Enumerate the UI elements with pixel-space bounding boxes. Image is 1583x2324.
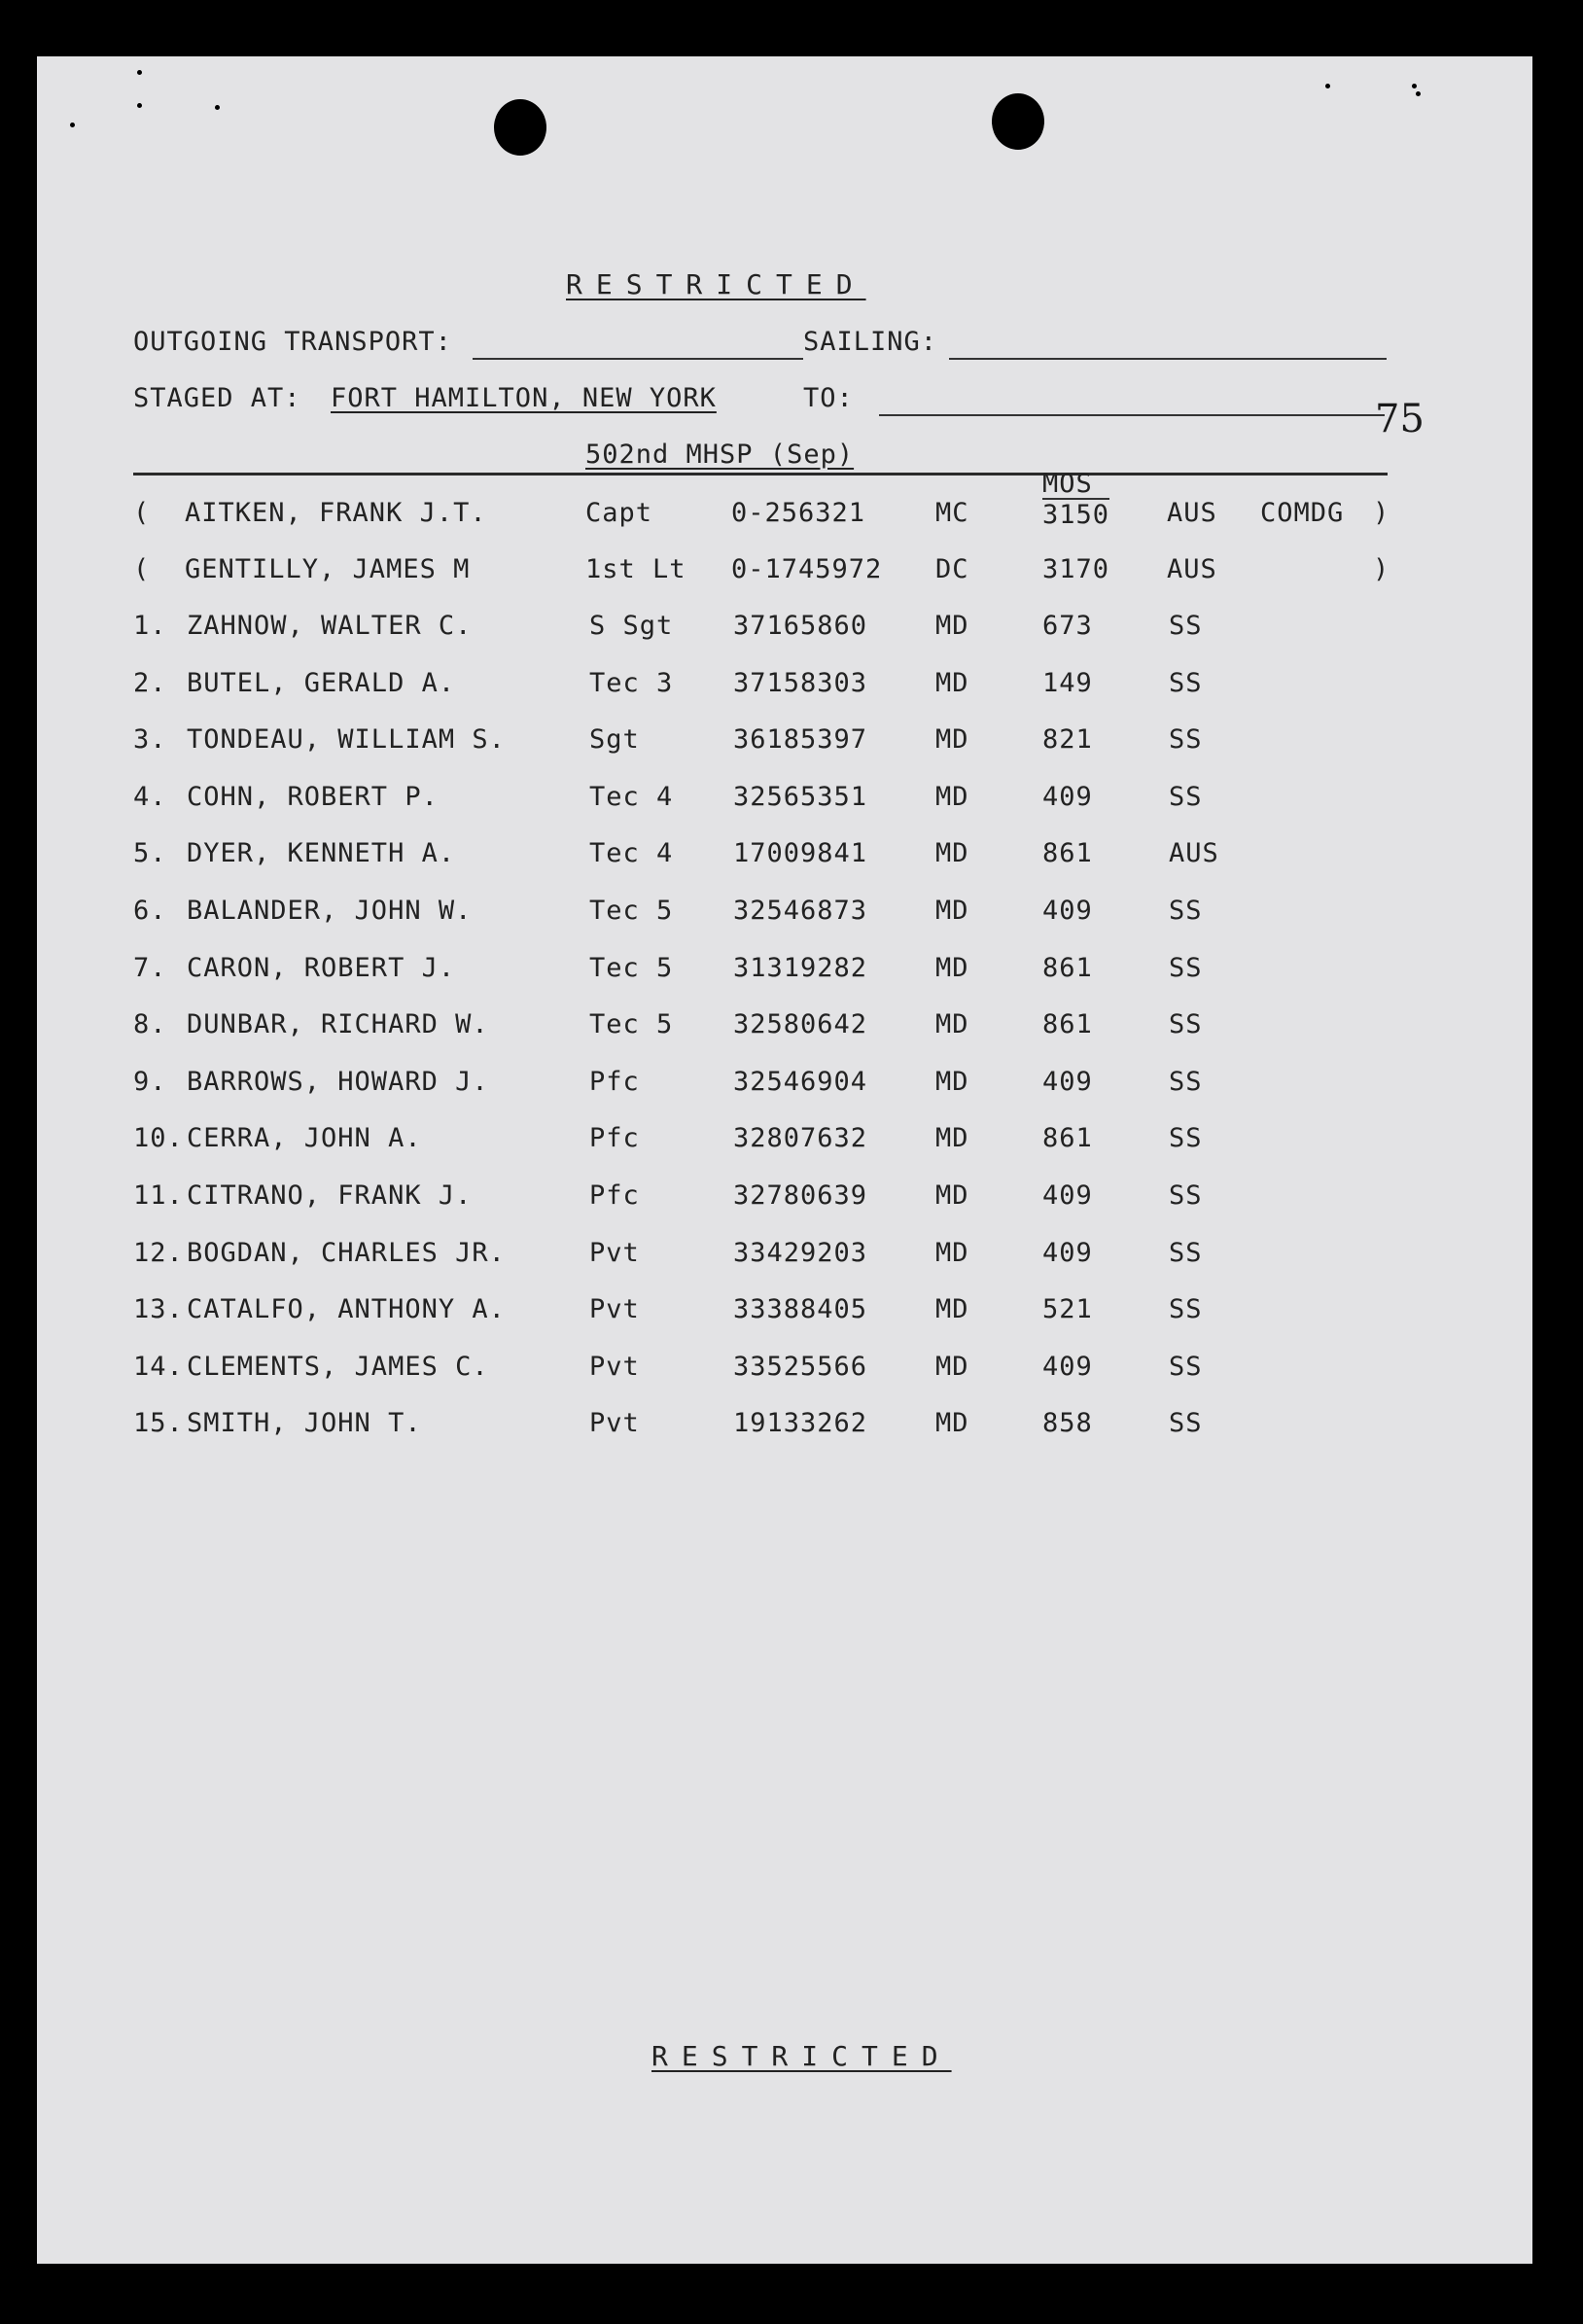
roster-rank: Pfc	[589, 1180, 640, 1211]
roster-rank: S Sgt	[589, 611, 674, 641]
roster-serial: 32780639	[733, 1180, 868, 1211]
roster-corps: MD	[935, 1238, 969, 1268]
roster-serial: 37165860	[733, 611, 868, 641]
roster-component: SS	[1169, 896, 1203, 926]
roster-rank: Tec 5	[589, 1009, 674, 1039]
roster-name: BARROWS, HOWARD J.	[187, 1067, 489, 1097]
punch-hole-left	[494, 99, 546, 156]
roster-corps: MD	[935, 1408, 969, 1438]
roster-row-number: 15.	[133, 1408, 184, 1438]
outgoing-transport-blank	[473, 358, 803, 360]
header-rule	[133, 473, 1388, 475]
to-label: TO:	[803, 383, 854, 413]
roster-name: DUNBAR, RICHARD W.	[187, 1009, 489, 1039]
roster-mos: 409	[1042, 1352, 1093, 1382]
sailing-label: SAILING:	[803, 327, 938, 357]
roster-row-number: 3.	[133, 724, 167, 755]
roster-component: SS	[1169, 1352, 1203, 1382]
roster-rank: Pvt	[589, 1408, 640, 1438]
speck	[1412, 84, 1417, 88]
classification-footer: RESTRICTED	[651, 2040, 952, 2072]
roster-mos: 409	[1042, 1238, 1093, 1268]
officer-rank: 1st Lt	[585, 554, 686, 584]
roster-component: SS	[1169, 1123, 1203, 1153]
roster-component: SS	[1169, 724, 1203, 755]
roster-component: SS	[1169, 1294, 1203, 1324]
roster-row-number: 9.	[133, 1067, 167, 1097]
officer-open-paren: (	[133, 498, 151, 528]
roster-row-number: 8.	[133, 1009, 167, 1039]
speck	[70, 123, 75, 127]
roster-rank: Pvt	[589, 1294, 640, 1324]
roster-mos: 521	[1042, 1294, 1093, 1324]
roster-name: DYER, KENNETH A.	[187, 838, 456, 868]
roster-component: SS	[1169, 611, 1203, 641]
roster-serial: 32565351	[733, 782, 868, 812]
roster-serial: 33525566	[733, 1352, 868, 1382]
roster-mos: 858	[1042, 1408, 1093, 1438]
speck	[1416, 91, 1421, 96]
roster-name: CERRA, JOHN A.	[187, 1123, 422, 1153]
roster-mos: 861	[1042, 1123, 1093, 1153]
roster-serial: 19133262	[733, 1408, 868, 1438]
officer-name: AITKEN, FRANK J.T.	[185, 498, 487, 528]
roster-rank: Sgt	[589, 724, 640, 755]
roster-rank: Tec 5	[589, 896, 674, 926]
roster-rank: Tec 4	[589, 782, 674, 812]
roster-rank: Pfc	[589, 1067, 640, 1097]
officer-open-paren: (	[133, 554, 151, 584]
roster-row-number: 6.	[133, 896, 167, 926]
roster-row-number: 13.	[133, 1294, 184, 1324]
roster-serial: 32546873	[733, 896, 868, 926]
roster-name: CARON, ROBERT J.	[187, 953, 456, 983]
roster-mos: 821	[1042, 724, 1093, 755]
roster-name: BUTEL, GERALD A.	[187, 668, 456, 698]
roster-corps: MD	[935, 838, 969, 868]
roster-mos: 861	[1042, 953, 1093, 983]
roster-component: SS	[1169, 1009, 1203, 1039]
page-number: 75	[1375, 397, 1425, 441]
roster-component: AUS	[1169, 838, 1219, 868]
sailing-blank	[949, 358, 1387, 360]
roster-corps: MD	[935, 1352, 969, 1382]
roster-mos: 861	[1042, 1009, 1093, 1039]
roster-row-number: 12.	[133, 1238, 184, 1268]
roster-rank: Pfc	[589, 1123, 640, 1153]
mos-column-header: MOS	[1042, 469, 1093, 499]
officer-close-paren: )	[1373, 554, 1390, 584]
roster-serial: 37158303	[733, 668, 868, 698]
speck	[137, 70, 142, 75]
roster-corps: MD	[935, 1123, 969, 1153]
roster-serial: 33429203	[733, 1238, 868, 1268]
roster-serial: 32546904	[733, 1067, 868, 1097]
roster-component: SS	[1169, 1238, 1203, 1268]
roster-serial: 17009841	[733, 838, 868, 868]
classification-header: RESTRICTED	[566, 268, 866, 300]
roster-row-number: 1.	[133, 611, 167, 641]
roster-row-number: 14.	[133, 1352, 184, 1382]
roster-component: SS	[1169, 1408, 1203, 1438]
roster-mos: 861	[1042, 838, 1093, 868]
officer-component: AUS	[1167, 554, 1217, 584]
officer-mos: 3150	[1042, 500, 1110, 530]
roster-row-number: 4.	[133, 782, 167, 812]
officer-note: COMDG	[1260, 498, 1345, 528]
roster-corps: MD	[935, 782, 969, 812]
roster-corps: MD	[935, 1294, 969, 1324]
staged-at-label: STAGED AT:	[133, 383, 301, 413]
roster-rank: Pvt	[589, 1238, 640, 1268]
roster-name: SMITH, JOHN T.	[187, 1408, 422, 1438]
roster-corps: MD	[935, 953, 969, 983]
officer-close-paren: )	[1373, 498, 1390, 528]
officer-corps: MC	[935, 498, 969, 528]
roster-row-number: 2.	[133, 668, 167, 698]
roster-corps: MD	[935, 668, 969, 698]
officer-rank: Capt	[585, 498, 653, 528]
speck	[137, 103, 142, 108]
roster-serial: 31319282	[733, 953, 868, 983]
punch-hole-right	[992, 93, 1044, 150]
roster-component: SS	[1169, 1180, 1203, 1211]
roster-row-number: 11.	[133, 1180, 184, 1211]
roster-mos: 409	[1042, 896, 1093, 926]
roster-row-number: 10.	[133, 1123, 184, 1153]
outgoing-transport-label: OUTGOING TRANSPORT:	[133, 327, 452, 357]
roster-corps: MD	[935, 896, 969, 926]
roster-component: SS	[1169, 782, 1203, 812]
roster-serial: 32580642	[733, 1009, 868, 1039]
roster-component: SS	[1169, 953, 1203, 983]
roster-mos: 409	[1042, 782, 1093, 812]
officer-corps: DC	[935, 554, 969, 584]
roster-name: CLEMENTS, JAMES C.	[187, 1352, 489, 1382]
to-blank	[879, 414, 1385, 416]
roster-row-number: 5.	[133, 838, 167, 868]
unit-title: 502nd MHSP (Sep)	[585, 440, 855, 470]
roster-mos: 149	[1042, 668, 1093, 698]
roster-rank: Tec 4	[589, 838, 674, 868]
officer-serial: 0-256321	[731, 498, 866, 528]
roster-serial: 33388405	[733, 1294, 868, 1324]
roster-mos: 409	[1042, 1067, 1093, 1097]
roster-mos: 409	[1042, 1180, 1093, 1211]
speck	[215, 105, 220, 110]
roster-component: SS	[1169, 1067, 1203, 1097]
roster-name: BOGDAN, CHARLES JR.	[187, 1238, 506, 1268]
officer-mos: 3170	[1042, 554, 1110, 584]
roster-mos: 673	[1042, 611, 1093, 641]
roster-corps: MD	[935, 1009, 969, 1039]
speck	[1325, 84, 1330, 88]
roster-serial: 36185397	[733, 724, 868, 755]
roster-name: BALANDER, JOHN W.	[187, 896, 473, 926]
roster-name: ZAHNOW, WALTER C.	[187, 611, 473, 641]
roster-row-number: 7.	[133, 953, 167, 983]
roster-corps: MD	[935, 1067, 969, 1097]
roster-name: TONDEAU, WILLIAM S.	[187, 724, 506, 755]
roster-component: SS	[1169, 668, 1203, 698]
roster-corps: MD	[935, 611, 969, 641]
officer-component: AUS	[1167, 498, 1217, 528]
staged-at-value: FORT HAMILTON, NEW YORK	[331, 383, 717, 413]
roster-serial: 32807632	[733, 1123, 868, 1153]
roster-rank: Pvt	[589, 1352, 640, 1382]
roster-corps: MD	[935, 724, 969, 755]
roster-corps: MD	[935, 1180, 969, 1211]
roster-name: CITRANO, FRANK J.	[187, 1180, 473, 1211]
officer-serial: 0-1745972	[731, 554, 883, 584]
roster-rank: Tec 5	[589, 953, 674, 983]
roster-name: CATALFO, ANTHONY A.	[187, 1294, 506, 1324]
roster-rank: Tec 3	[589, 668, 674, 698]
roster-name: COHN, ROBERT P.	[187, 782, 439, 812]
officer-name: GENTILLY, JAMES M	[185, 554, 471, 584]
